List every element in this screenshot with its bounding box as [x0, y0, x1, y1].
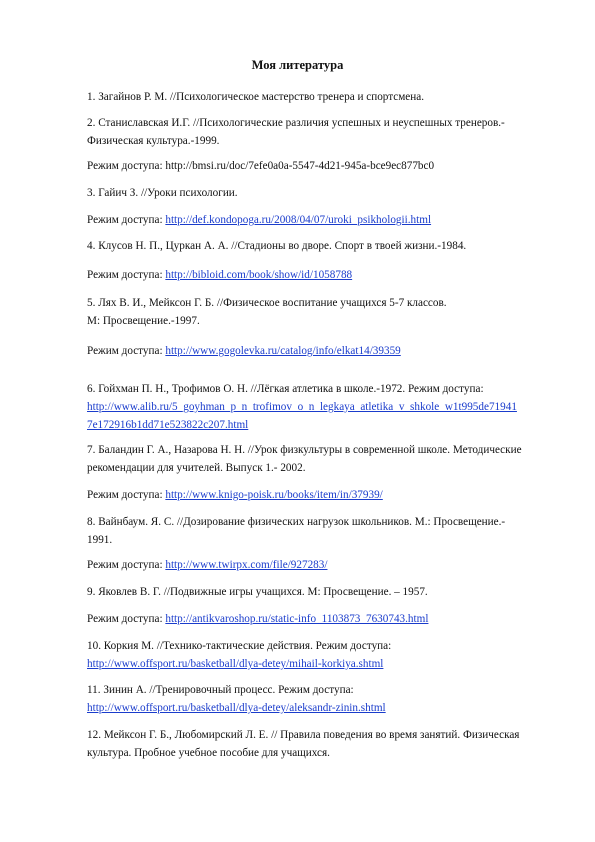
entry-text: 3. Гайич З. //Уроки психологии.: [87, 187, 238, 199]
bibliography-entry-3: [87, 184, 557, 202]
bibliography-entry-6: [87, 380, 557, 434]
bibliography-entry-7: [87, 441, 557, 477]
access-url-link[interactable]: http://www.gogolevka.ru/catalog/info/elkat14/39359: [165, 345, 401, 357]
entry-text: 1. Загайнов Р. М. //Психологическое мастерство тренера и спортсмена.: [87, 91, 425, 103]
bibliography-entry-10: [87, 637, 557, 673]
access-url-text: http://bmsi.ru/doc/7efe0a0a-5547-4d21-945a-bce9ec877bc0: [165, 160, 435, 172]
entry-text: 5. Лях В. И., Мейксон Г. Б. //Физическое воспитание учащихся 5-7 классов.: [87, 297, 447, 309]
bibliography-entry-11: [87, 681, 557, 717]
access-mode-label: Режим доступа:: [87, 345, 166, 357]
bibliography-entry-1: [87, 88, 557, 106]
bibliography-entry-2: [87, 114, 557, 150]
entry-text: 12. Мейксон Г. Б., Любомирский Л. Е. // Правила поведения во время занятий. Физическая: [87, 729, 520, 741]
entry-text: Физическая культура.-1999.: [87, 135, 220, 147]
entry-text: 4. Клусов Н. П., Цуркан А. А. //Стадионы во дворе. Спорт в твоей жизни.-1984.: [87, 240, 467, 252]
access-mode-label: Режим доступа:: [87, 269, 166, 281]
bibliography-entry-4: [87, 237, 557, 255]
access-mode-line: [87, 556, 557, 574]
access-mode-line: [87, 266, 557, 284]
access-url-link[interactable]: http://def.kondopoga.ru/2008/04/07/uroki_psikhologii.html: [165, 214, 432, 226]
bibliography-entry-8: [87, 513, 557, 549]
entry-text: М: Просвещение.-1997.: [87, 315, 200, 327]
access-url-link[interactable]: http://www.twirpx.com/file/927283/: [165, 559, 328, 571]
entry-text: 10. Коркия М. //Технико-тактические действия. Режим доступа:: [87, 640, 392, 652]
entry-text: 7. Баландин Г. А., Назарова Н. Н. //Урок физкультуры в современной школе. Методические: [87, 444, 522, 456]
bibliography-entry-12: [87, 726, 557, 762]
page-title: Моя литература: [251, 58, 344, 72]
access-mode-label: Режим доступа:: [87, 214, 166, 226]
access-url-link[interactable]: http://www.offsport.ru/basketball/dlya-detey/mihail-korkiya.shtml: [87, 658, 384, 670]
access-mode-line: [87, 342, 557, 360]
access-url-link[interactable]: http://www.knigo-poisk.ru/books/item/in/37939/: [165, 489, 383, 501]
access-mode-line: [87, 486, 557, 504]
entry-text: 11. Зинин А. //Тренировочный процесс. Режим доступа:: [87, 684, 354, 696]
access-mode-label: Режим доступа:: [87, 160, 166, 172]
access-mode-line: [87, 157, 557, 175]
entry-text: 6. Гойхман П. Н., Трофимов О. Н. //Лёгкая атлетика в школе.-1972. Режим доступа:: [87, 383, 484, 395]
access-mode-label: Режим доступа:: [87, 613, 166, 625]
entry-text: рекомендации для учителей. Выпуск 1.- 2002.: [87, 462, 306, 474]
access-url-link[interactable]: http://www.alib.ru/5_goyhman_p_n_trofimov_o_n_legkaya_atletika_v_shkole_w1t995de71941: [87, 401, 517, 413]
bibliography-entry-9: [87, 583, 557, 601]
access-url-link[interactable]: http://bibloid.com/book/show/id/1058788: [165, 269, 353, 281]
entry-text: 9. Яковлев В. Г. //Подвижные игры учащихся. М: Просвещение. – 1957.: [87, 586, 428, 598]
access-url-link[interactable]: http://antikvaroshop.ru/static-info_1103873_7630743.html: [165, 613, 429, 625]
access-mode-label: Режим доступа:: [87, 559, 166, 571]
bibliography-entry-5: [87, 294, 557, 330]
access-mode-line: [87, 610, 557, 628]
entry-text: 8. Вайнбаум. Я. С. //Дозирование физических нагрузок школьников. М.: Просвещение.-: [87, 516, 506, 528]
access-mode-line: [87, 211, 557, 229]
access-url-link[interactable]: http://www.offsport.ru/basketball/dlya-detey/aleksandr-zinin.shtml: [87, 702, 386, 714]
entry-text: 1991.: [87, 534, 113, 546]
entry-text: культура. Пробное учебное пособие для учащихся.: [87, 747, 330, 759]
access-url-link[interactable]: 7e172916b1dd71e523822c207.html: [87, 419, 249, 431]
entry-text: 2. Станиславская И.Г. //Психологические различия успешных и неуспешных тренеров.-: [87, 117, 505, 129]
access-mode-label: Режим доступа:: [87, 489, 166, 501]
